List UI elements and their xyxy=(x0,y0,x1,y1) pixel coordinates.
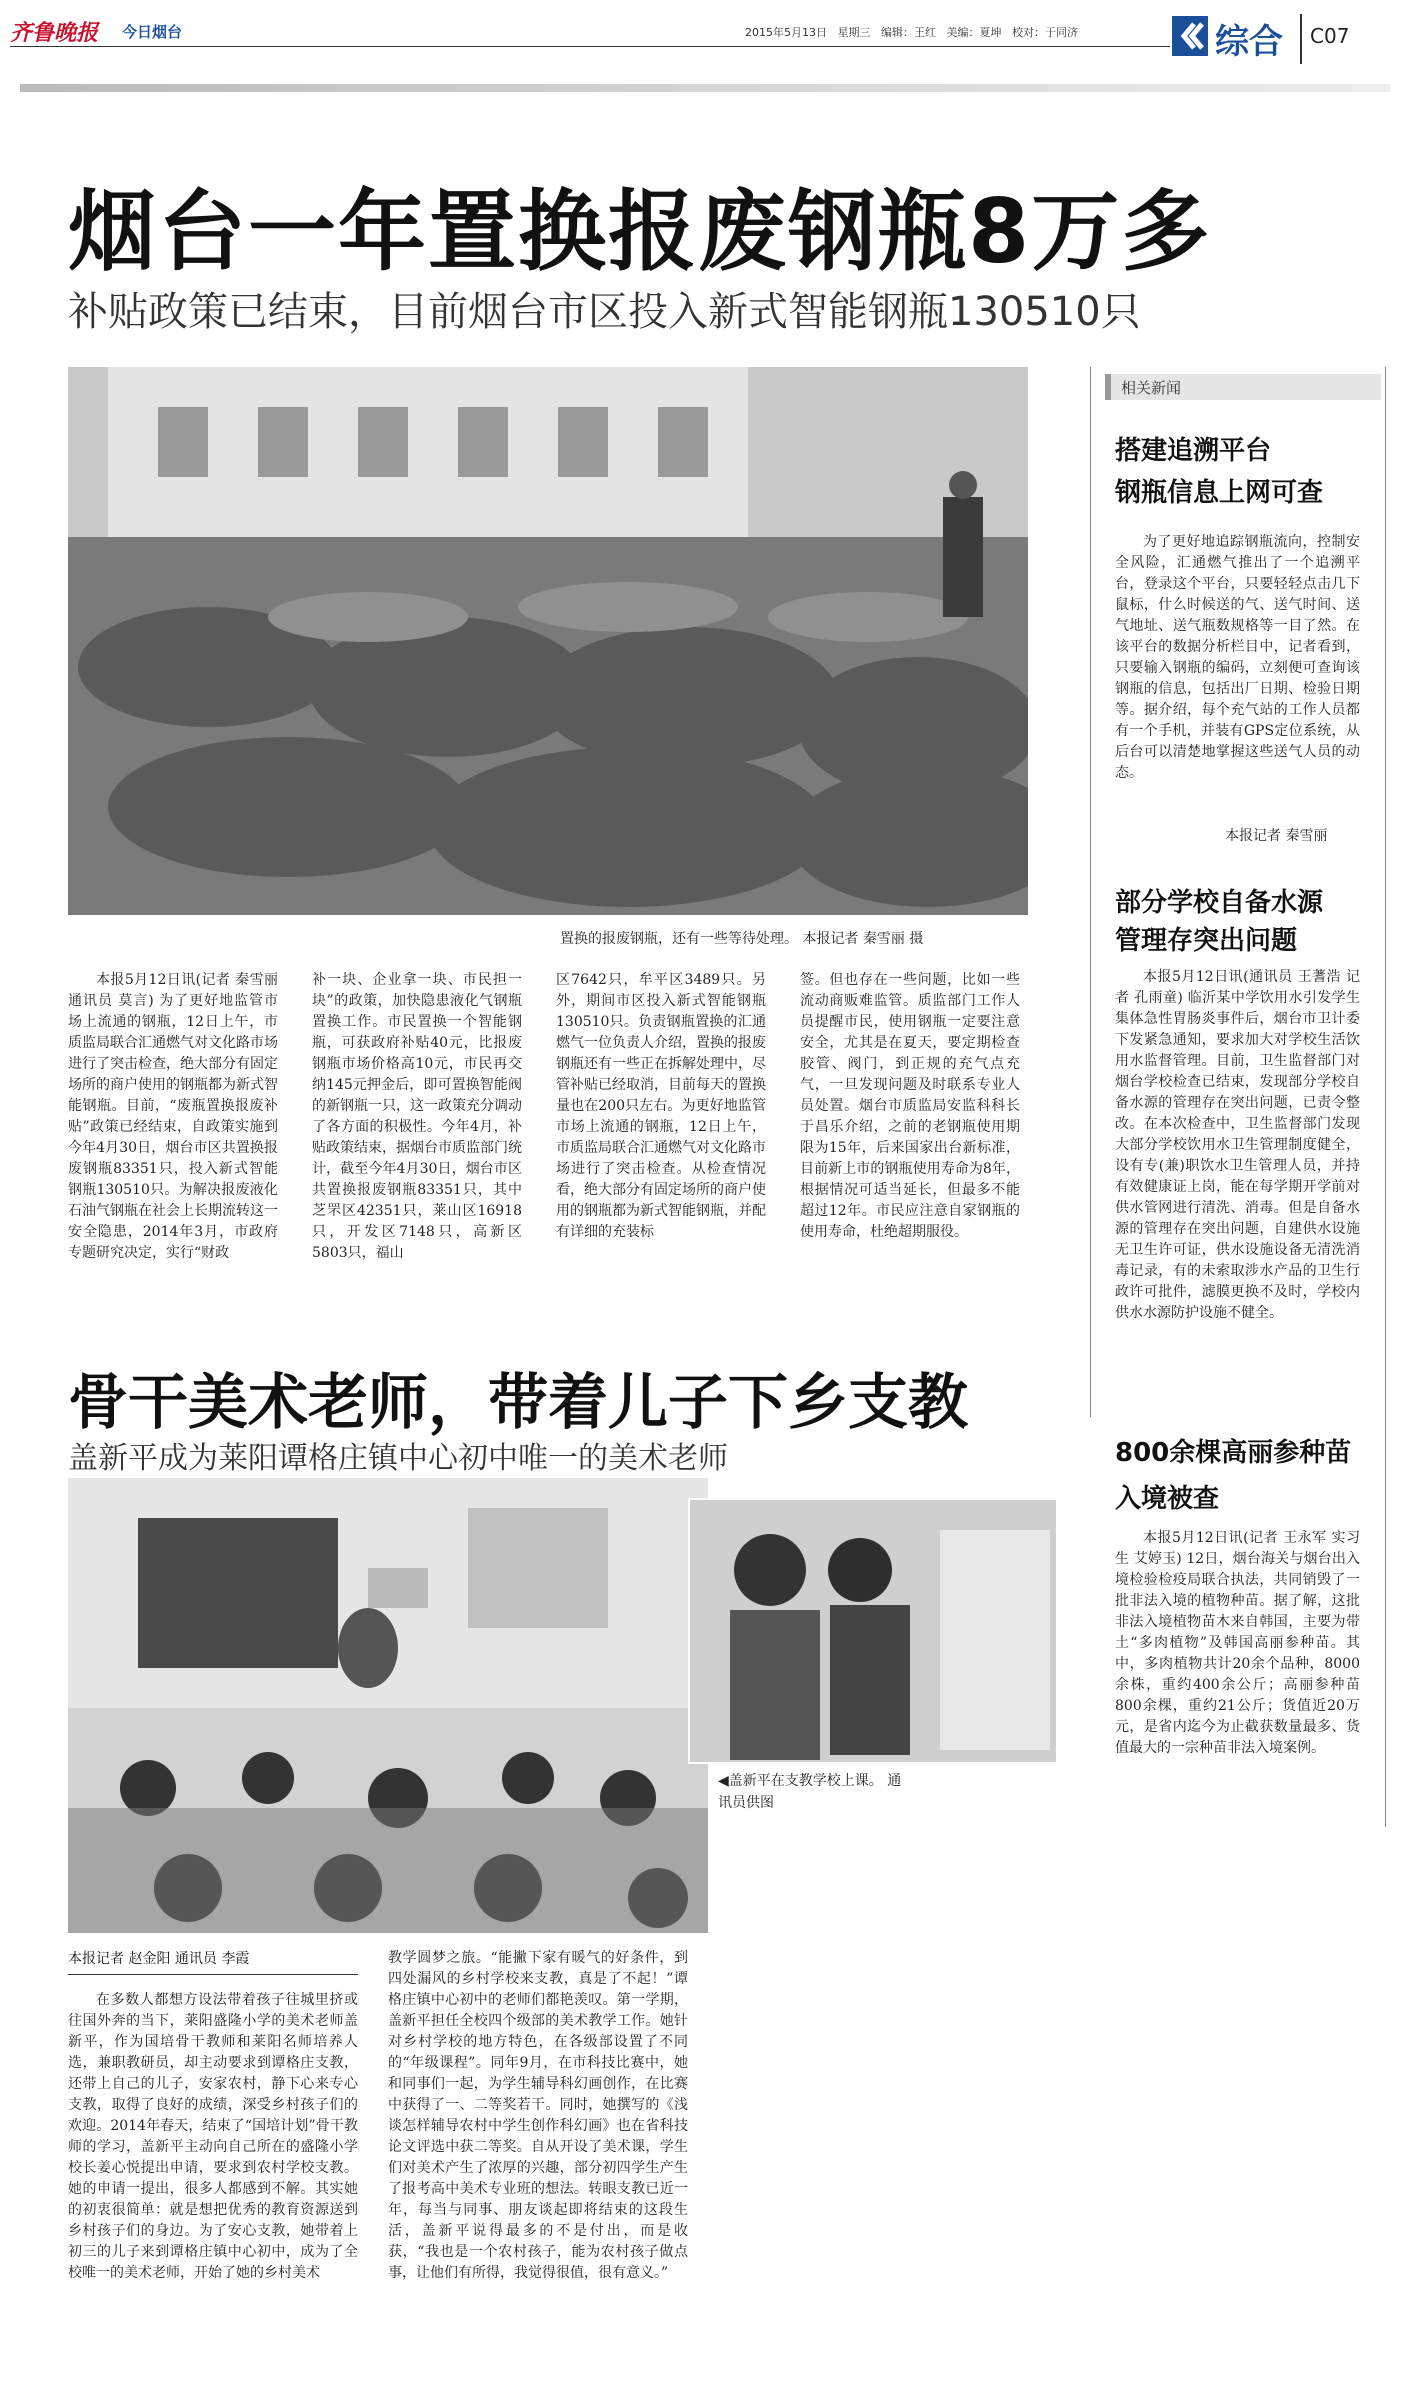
story2-photo-caption xyxy=(718,1770,968,1814)
story1-column-1 xyxy=(68,970,278,1300)
paragraph: 区7642只，牟平区3489只。另外，期间市区投入新式智能钢瓶130510只。负责钢瓶置换的汇通燃气一位负责人介绍，置换的报废钢瓶还有一些正在拆解处理中，尽管补贴已经取消，目前每天的置换量也在200只左右。为更好地监管市场上流通的钢瓶，12日上午，市质监局联合汇通燃气对文化路市场进行了突击检查。从检查情况看，绝大部分有固定场所的商户使用的钢瓶都为新式智能钢瓶，并配有详细的充装标 xyxy=(556,972,766,1240)
story1-column-3 xyxy=(556,970,766,1300)
page-number: C07 xyxy=(1310,24,1350,48)
date: 2015年5月13日 xyxy=(745,26,827,39)
story2-subhead: 盖新平成为莱阳谭格庄镇中心初中唯一的美术老师 xyxy=(68,1441,728,1476)
story1-subhead: 补贴政策已结束，目前烟台市区投入新式智能钢瓶130510只 xyxy=(68,289,1141,335)
paragraph: 补一块、企业拿一块、市民担一块”的政策，加快隐患液化气钢瓶置换工作。市民置换一个智能钢瓶，可获政府补贴40元，比报废钢瓶市场价格高10元，市民再交纳145元押金后，即可置换智能阀的新钢瓶一只，这一政策充分调动了各方面的积极性。今年4月，补贴政策结束，据烟台市质监部门统计，截至今年4月30日，烟台市区共置换报废钢瓶83351只，其中芝罘区42351只，莱山区16918只，开发区7148只，高新区5803只，福山 xyxy=(312,972,522,1261)
byline-rule xyxy=(68,1974,358,1975)
story1-headline: 烟台一年置换报废钢瓶8万多 xyxy=(68,180,1212,283)
date-line xyxy=(745,24,1078,40)
sidebar-item1-byline: 本报记者 秦雪丽 xyxy=(1225,828,1328,844)
sidebar-rule-left xyxy=(1090,367,1091,1417)
sidebar-item3-body xyxy=(1115,1528,1360,1828)
section-name: 综合 xyxy=(1215,22,1283,62)
story1-photo-caption: 置换的报废钢瓶，还有一些等待处理。 本报记者 秦雪丽 摄 xyxy=(560,931,924,947)
story2-photo-classroom xyxy=(68,1478,708,1933)
sidebar-item2-body xyxy=(1115,967,1360,1407)
story2-photo-teaching xyxy=(688,1498,1058,1764)
sidebar-item3-title-line1: 800余棵高丽参种苗 xyxy=(1115,1438,1352,1468)
story2-headline: 骨干美术老师，带着儿子下乡支教 xyxy=(68,1368,968,1438)
proofreader: 校对：于同济 xyxy=(1012,26,1078,39)
story2-column-1 xyxy=(68,1990,358,2370)
sidebar-item3-title-line2: 入境被查 xyxy=(1115,1484,1220,1514)
sidebar-item1-title-line1: 搭建追溯平台 xyxy=(1115,436,1272,466)
paragraph: 本报5月12日讯(通讯员 王蓍浩 记者 孔雨童) 临沂某中学饮用水引发学生集体急性胃肠炎事件后，烟台市卫计委下发紧急通知，要求加大对学校生活饮用水监督管理。目前，卫生监督部门对烟台学校检查已结束，发现部分学校自备水源的管理存在突出问题，已责令整改。在本次检查中，卫生监督部门发现大部分学校饮用水卫生管理制度健全，设有专(兼)职饮水卫生管理人员，并持有效健康证上岗，能在每学期开学前对供水管网进行清洗、消毒。但是自备水源的管理存在突出问题，自建供水设施无卫生许可证，供水设施设备无清洗消毒记录，有的未索取涉水产品的卫生行政许可批件，滤膜更换不及时，学校内供水水源防护设施不健全。 xyxy=(1115,969,1360,1321)
classroom-photo xyxy=(68,1478,708,1933)
masthead-gray-rule xyxy=(20,84,1390,92)
art-editor: 美编：夏坤 xyxy=(946,26,1002,39)
teacher-student-photo xyxy=(690,1500,1056,1762)
story2-column-2 xyxy=(388,1948,688,2368)
sidebar-label-box xyxy=(1105,374,1381,400)
sidebar-item2-title-line2: 管理存突出问题 xyxy=(1115,926,1298,956)
caption-line: ◀盖新平在支教学校上课。 通 xyxy=(718,1773,902,1789)
sidebar-item1-title-line2: 钢瓶信息上网可查 xyxy=(1115,478,1324,508)
story1-column-4 xyxy=(800,970,1020,1300)
paragraph: 在多数人都想方设法带着孩子往城里挤或往国外奔的当下，莱阳盛隆小学的美术老师盖新平，作为国培骨干教师和莱阳名师培养人选，兼职教研员，却主动要求到谭格庄支教，还带上自己的儿子，安家农村，静下心来专心支教，取得了良好的成绩，深受乡村孩子们的欢迎。2014年春天，结束了“国培计划”骨干教师的学习，盖新平主动向自己所在的盛隆小学校长姜心悦提出申请，要求到农村学校支教。她的申请一提出，很多人都感到不解。其实她的初衷很简单：就是想把优秀的教育资源送到乡村孩子们的身边。为了安心支教，她带着上初三的儿子来到谭格庄镇中心初中，成为了全校唯一的美术老师，开始了她的乡村美术 xyxy=(68,1992,358,2281)
paragraph: 教学圆梦之旅。“能撇下家有暖气的好条件，到四处漏风的乡村学校来支教，真是了不起！”谭格庄镇中心初中的老师们都艳羡叹。第一学期，盖新平担任全校四个级部的美术教学工作。她针对乡村学校的地方特色，在各级部设置了不同的“年级课程”。同年9月，在市科技比赛中，她和同事们一起，为学生辅导科幻画创作，在比赛中获得了一、二等奖若干。同时，她撰写的《浅谈怎样辅导农村中学生创作科幻画》也在省科技论文评选中获二等奖。自从开设了美术课，学生们对美术产生了浓厚的兴趣，部分初四学生产生了报考高中美术专业班的想法。转眼支教已近一年，每当与同事、朋友谈起即将结束的这段生活，盖新平说得最多的不是付出，而是收获，“我也是一个农村孩子，能为农村孩子做点事，让他们有所得，我觉得很值，很有意义。” xyxy=(388,1950,688,2281)
section-tag: 今日烟台 xyxy=(122,23,183,41)
sidebar-item1-body xyxy=(1115,532,1360,822)
sidebar-rule-right xyxy=(1385,367,1386,1827)
masthead xyxy=(0,0,1417,90)
paragraph: 为了更好地追踪钢瓶流向，控制安全风险，汇通燃气推出了一个追溯平台，登录这个平台，只要轻轻点击几下鼠标，什么时候送的气、送气时间、送气地址、送气瓶数规格等一目了然。在该平台的数据分析栏目中，记者看到，只要输入钢瓶的编码，立刻便可查询该钢瓶的信息，包括出厂日期、检验日期等。据介绍，每个充气站的工作人员都有一个手机，并装有GPS定位系统，从后台可以清楚地掌握这些送气人员的动态。 xyxy=(1115,534,1360,781)
story2-byline: 本报记者 赵金阳 通讯员 李霞 xyxy=(68,1951,250,1967)
paper-logo: 齐鲁晚报 xyxy=(10,20,99,46)
paragraph: 签。但也存在一些问题，比如一些流动商贩难监管。质监部门工作人员提醒市民，使用钢瓶一定要注意安全，尤其是在夏天，要定期检查胶管、阀门，到正规的充气点充气，一旦发现问题及时联系专业人员处置。烟台市质监局安监科科长于昌乐介绍，之前的老钢瓶使用期限为15年，后来国家出台新标准，目前新上市的钢瓶使用寿命为8年，根据情况可适当延长，但最多不能超过12年。市民应注意自家钢瓶的使用寿命，杜绝超期服役。 xyxy=(800,972,1020,1240)
chevron-left-icon xyxy=(1172,16,1208,56)
sidebar-item2-title-line1: 部分学校自备水源 xyxy=(1115,888,1324,918)
weekday: 星期三 xyxy=(837,26,871,39)
section-badge xyxy=(1172,16,1208,56)
story1-column-2 xyxy=(312,970,522,1300)
caption-line: 讯员供图 xyxy=(718,1795,774,1811)
story1-photo xyxy=(68,367,1028,915)
masthead-rule xyxy=(10,46,1170,47)
divider-vertical xyxy=(1300,14,1302,64)
sidebar-label: 相关新闻 xyxy=(1121,379,1182,397)
paragraph: 本报5月12日讯(记者 王永军 实习生 艾婷玉) 12日，烟台海关与烟台出入境检验检疫局联合执法，共同销毁了一批非法入境的植物种苗。据了解，这批非法入境植物苗木来自韩国，主要为带土“多肉植物”及韩国高丽参种苗。其中，多肉植物共计20余个品种，8000余株，重约400余公斤；高丽参种苗800余棵，重约21公斤；货值近20万元，是省内迄今为止截获数量最多、货值最大的一宗种苗非法入境案例。 xyxy=(1115,1530,1360,1756)
editor: 编辑：王红 xyxy=(881,26,936,39)
gas-cylinders-photo xyxy=(68,367,1028,915)
paragraph: 本报5月12日讯(记者 秦雪丽 通讯员 莫言) 为了更好地监管市场上流通的钢瓶，12日上午，市质监局联合汇通燃气对文化路市场进行了突击检查，绝大部分有固定场所的商户使用的钢瓶都为新式智能钢瓶。目前，“废瓶置换报废补贴”政策已经结束，自政策实施到今年4月30日，烟台市区共置换报废钢瓶83351只，投入新式智能钢瓶130510只。为解决报废液化石油气钢瓶在社会上长期流转这一安全隐患，2014年3月，市政府专题研究决定，实行“财政 xyxy=(68,972,278,1261)
